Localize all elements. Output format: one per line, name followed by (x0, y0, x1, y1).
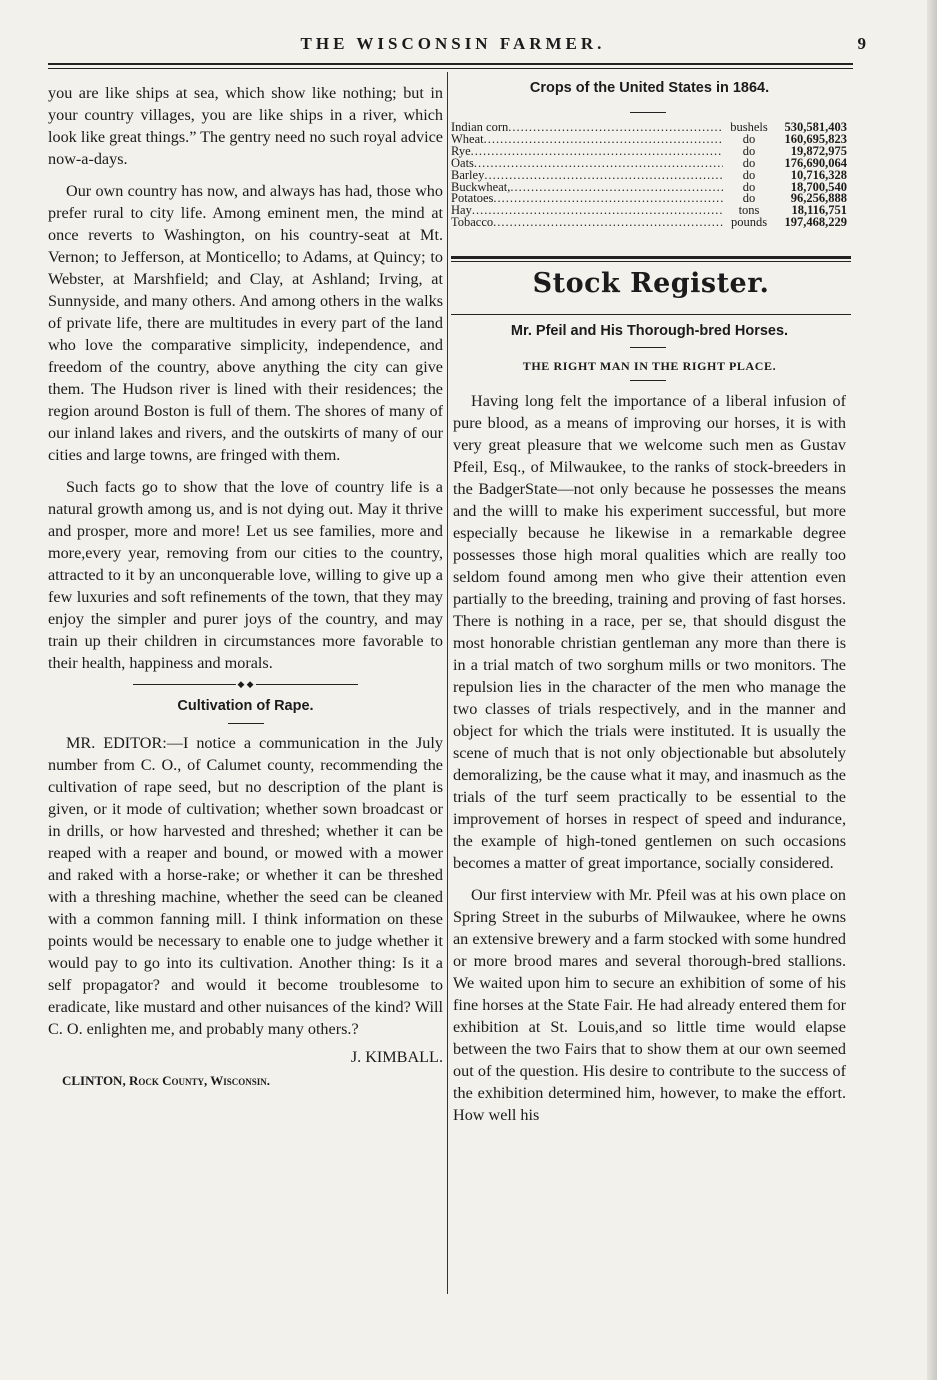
header-rule-thin (48, 68, 853, 69)
crop-row (451, 146, 847, 158)
crop-name: Oats (451, 157, 474, 170)
crop-unit: do (742, 133, 756, 146)
dot-leader (484, 170, 723, 182)
ornament-glyph: ◆ ◆ (237, 679, 254, 689)
letter-signature: J. KIMBALL. (350, 1048, 443, 1066)
crop-unit: do (742, 193, 756, 206)
article-subheading: THE RIGHT MAN IN THE RIGHT PLACE. (522, 359, 777, 373)
dot-leader (484, 134, 723, 146)
crop-row (451, 122, 847, 134)
crop-amount: 176,690,064 (784, 157, 847, 170)
section-rule (451, 314, 851, 315)
short-rule (228, 723, 264, 724)
page-edge (927, 0, 937, 1380)
crop-unit: do (742, 181, 756, 194)
crop-unit: tons (738, 205, 760, 218)
letter-dateline: CLINTON, Rock County, Wisconsin. (62, 1073, 271, 1088)
crop-row (451, 217, 847, 229)
crop-name: Buckwheat, (451, 181, 511, 194)
stock-register-title: Stock Register. (532, 268, 770, 299)
crop-amount: 10,716,328 (790, 169, 847, 182)
crops-table (451, 122, 847, 229)
crop-row (451, 205, 847, 217)
short-rule (630, 380, 666, 381)
crop-row (451, 182, 847, 194)
section-rule-thin (451, 261, 851, 262)
crop-name: Tobacco (451, 217, 494, 230)
crops-heading: Crops of the United States in 1864. (529, 80, 770, 96)
crop-amount: 197,468,229 (784, 217, 847, 230)
header-rule-thick (48, 63, 853, 65)
crop-name: Potatoes (451, 193, 494, 206)
dot-leader (472, 205, 723, 217)
crop-unit: pounds (730, 217, 768, 230)
dot-leader (474, 158, 723, 170)
pfeil-article-heading: Mr. Pfeil and His Thorough-bred Horses. (510, 323, 789, 339)
crop-unit: do (742, 169, 756, 182)
running-header (48, 34, 866, 56)
crop-row (451, 170, 847, 182)
section-ornament-rule (133, 679, 358, 689)
dot-leader (510, 182, 723, 194)
crop-name: Barley (451, 169, 485, 182)
rape-article-heading: Cultivation of Rape. (177, 698, 314, 714)
column-divider (447, 72, 448, 1294)
dot-leader (508, 122, 723, 134)
section-rule-thick (451, 256, 851, 259)
dot-leader (493, 217, 723, 229)
crop-name: Hay (451, 205, 472, 218)
crop-amount: 19,872,975 (790, 145, 847, 158)
short-rule (630, 347, 666, 348)
crop-row (451, 134, 847, 146)
paragraph: Such facts go to show that the love of country life is a natural growth among us, and is not dying out. May it thrive and prosper, more and more! Let us see families, more and more,every year, removing from our cities to the country, attracted to it by an unconquerable love, willing to give up a few luxuries and soft refinements of the town, that they may enjoy the simpler and purer joys of the country, and may train up their children in circumstances more favorable to their health, happiness and morals. (48, 478, 443, 672)
crop-name: Indian corn (451, 122, 509, 134)
crop-name: Wheat (451, 133, 484, 146)
right-column-article (453, 390, 846, 1136)
crop-amount: 18,700,540 (790, 181, 847, 194)
crop-name: Rye (451, 145, 471, 158)
crop-amount: 96,256,888 (790, 193, 847, 206)
crop-row (451, 158, 847, 170)
paragraph: you are like ships at sea, which show like nothing; but in your country villages, you are like ships in a river, which look like great things.” The gentry need no such royal advice now-a-days. (48, 84, 443, 168)
left-column (48, 82, 443, 1092)
dot-leader (471, 146, 723, 158)
crop-amount: 160,695,823 (784, 133, 847, 146)
paragraph: Having long felt the importance of a liberal infusion of pure blood, as a means of improving our horses, it is with very great pleasure that we welcome such men as Gustav Pfeil, Esq., of Milwaukee, to the ranks of stock-breeders in the BadgerState—not only because he possesses the means and the willl to make his experiment successful, but more especially because he likewise in a remarkable degree possesses those high moral qualities which are really too seldom found among men who give their attention even partially to the breeding, training and proving of fast horses. There is nothing in a race, per se, that should disgust the most honorable christian gentleman any more than there is in a trial match of two sorghum mills or two monitors. The repulsion lies in the character of the men who manage the two classes of trials respectively, and in the manner and object for which the trials were instituted. It is usually the scene of much that is not only objectionable but absolutely demoralizing, be the cause what it may, and inasmuch as the trials of the turf seem practically to be essential to the improvement of horses in respect of speed and indurance, the example of high-toned gentlemen on such occasions becomes a matter of great importance, socially considered. (453, 392, 846, 872)
crop-unit: bushels (730, 122, 768, 134)
short-rule (630, 112, 666, 113)
paragraph: Our first interview with Mr. Pfeil was at his own place on Spring Street in the suburbs of Milwaukee, where he owns an extensive brewery and a farm stocked with some hundred or more brood mares and several thorough-bred stallions. We waited upon him to secure an exhibition of some of his fine horses at the State Fair. He had already entered them for exhibition at St. Louis,and so little time would elapse between the two Fairs that to show them at our own seemed out of the question. His desire to contribute to the success of the exhibition determined him, however, to make the effort. How well his (453, 886, 846, 1124)
crop-amount: 18,116,751 (791, 205, 847, 218)
journal-title: THE WISCONSIN FARMER. (300, 34, 606, 53)
crop-row (451, 193, 847, 205)
dot-leader (493, 193, 723, 205)
paragraph: Our own country has now, and always has had, those who prefer rural to city life. Among eminent men, the mind at once reverts to Washington, on his country-seat at Mt. Vernon; to Jefferson, at Monticello; to Adams, at Quincy; to Webster, at Marshfield; and Clay, at Ashland; Irving, at Sunnyside, and many others. And among others in the walks of private life, there are multitudes in every part of the land who love the comparative simplicity, independence, and freedom of the country, above anything the city can give them. The Hudson river is lined with their residences; the region around Boston is full of them. The shores of many of our inland lakes and rivers, and the outskirts of many of our cities and large towns, are fringed with them. (48, 182, 443, 464)
crop-unit: do (742, 145, 756, 158)
letter-body: MR. EDITOR:—I notice a communication in the July number from C. O., of Calumet county, recommending the cultivation of rape seed, but no description of the plant is given, or it mode of cultivation; whether sown broadcast or in drills, or how harvested and threshed; whether it can be reaped with a reaper and bound, or mowed with a mower and raked with a horse-rake; or whether it can be threshed with a threshing machine, whether the seed can be cleaned with a common fanning mill. I think information on these points would be necessary to enable one to judge whether it would pay to go into its cultivation. Another thing: Is it a self propagator? and would it become troublesome to eradicate, like mustard and other nuisances of the kind? Will C. O. enlighten me, and probably many others.? (48, 734, 443, 1038)
page-number: 9 (857, 34, 866, 53)
crop-unit: do (742, 157, 756, 170)
crop-amount: 530,581,403 (784, 122, 847, 134)
